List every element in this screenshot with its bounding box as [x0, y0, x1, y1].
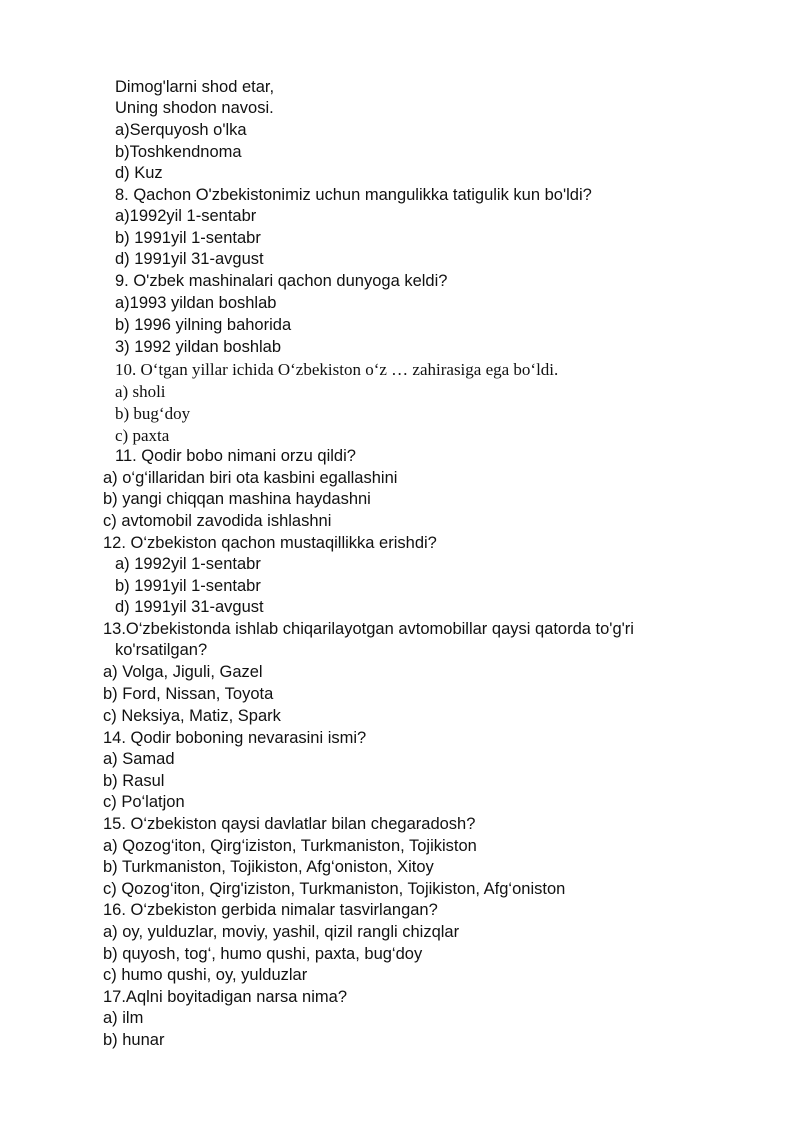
answer-option: a) sholi — [115, 382, 166, 401]
question-15: 15. O‘zbekiston qaysi davlatlar bilan chegaradosh? — [103, 815, 476, 833]
answer-option: a) ilm — [103, 1009, 144, 1027]
answer-option: 3) 1992 yildan boshlab — [115, 338, 282, 356]
answer-option: a) Samad — [103, 750, 175, 768]
answer-option: a)Serquyosh o'lka — [115, 121, 247, 139]
question-9: 9. O'zbek mashinalari qachon dunyoga keldi? — [115, 272, 448, 290]
answer-option: d) 1991yil 31-avgust — [115, 598, 264, 616]
answer-option: c) paxta — [115, 426, 170, 445]
answer-option: d) 1991yil 31-avgust — [115, 250, 264, 268]
answer-option: b) Turkmaniston, Tojikiston, Afg‘oniston, Xitoy — [103, 858, 434, 876]
answer-option: d) Kuz — [115, 164, 163, 182]
answer-option: b) 1996 yilning bahorida — [115, 316, 292, 334]
answer-option: b) Rasul — [103, 772, 165, 790]
answer-option: b)Toshkendnoma — [115, 143, 242, 161]
answer-option: a)1993 yildan boshlab — [115, 294, 277, 312]
question-17: 17.Aqlni boyitadigan narsa nima? — [103, 988, 347, 1006]
text-line: Dimog'larni shod etar, — [115, 78, 275, 96]
answer-option: a)1992yil 1-sentabr — [115, 207, 257, 225]
question-8: 8. Qachon O'zbekistonimiz uchun mangulikka tatigulik kun bo'ldi? — [115, 186, 592, 204]
question-12: 12. O‘zbekiston qachon mustaqillikka erishdi? — [103, 534, 437, 552]
answer-option: b) 1991yil 1-sentabr — [115, 229, 261, 247]
question-11: 11. Qodir bobo nimani orzu qildi? — [115, 447, 356, 465]
answer-option: b) yangi chiqqan mashina haydashni — [103, 490, 371, 508]
answer-option: c) Neksiya, Matiz, Spark — [103, 707, 281, 725]
question-13-cont: ko'rsatilgan? — [115, 641, 208, 659]
answer-option: c) Po‘latjon — [103, 793, 185, 811]
answer-option: a) o‘g‘illaridan biri ota kasbini egallashini — [103, 469, 398, 487]
answer-option: b) quyosh, tog‘, humo qushi, paxta, bug‘doy — [103, 945, 423, 963]
answer-option: b) 1991yil 1-sentabr — [115, 577, 261, 595]
answer-option: c) Qozog‘iton, Qirg'iziston, Turkmaniston, Tojikiston, Afg‘oniston — [103, 880, 566, 898]
answer-option: b) hunar — [103, 1031, 165, 1049]
answer-option: a) Qozog‘iton, Qirg‘iziston, Turkmaniston, Tojikiston — [103, 837, 477, 855]
answer-option: b) bug‘doy — [115, 404, 191, 423]
question-16: 16. O‘zbekiston gerbida nimalar tasvirlangan? — [103, 901, 438, 919]
question-14: 14. Qodir boboning nevarasini ismi? — [103, 729, 367, 747]
answer-option: b) Ford, Nissan, Toyota — [103, 685, 274, 703]
text-line: Uning shodon navosi. — [115, 99, 274, 117]
question-10: 10. O‘tgan yillar ichida O‘zbekiston o‘z … zahirasiga ega bo‘ldi. — [115, 360, 559, 379]
answer-option: a) 1992yil 1-sentabr — [115, 555, 261, 573]
answer-option: a) Volga, Jiguli, Gazel — [103, 663, 263, 681]
answer-option: a) oy, yulduzlar, moviy, yashil, qizil rangli chizqlar — [103, 923, 460, 941]
question-13: 13.O‘zbekistonda ishlab chiqarilayotgan avtomobillar qaysi qatorda to'g'ri — [103, 620, 634, 638]
answer-option: c) avtomobil zavodida ishlashni — [103, 512, 332, 530]
answer-option: c) humo qushi, oy, yulduzlar — [103, 966, 308, 984]
